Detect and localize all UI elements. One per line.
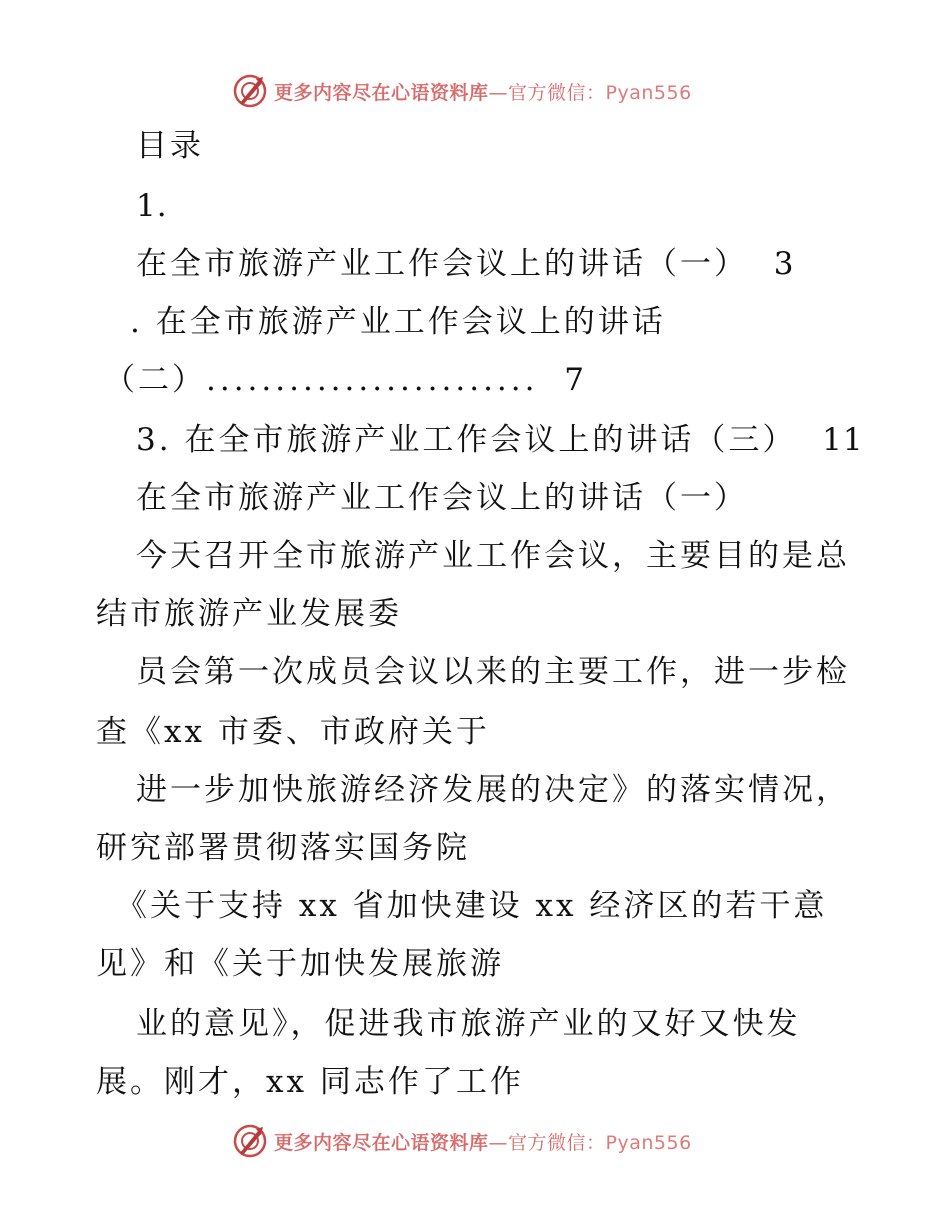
toc-item1 <box>136 244 794 284</box>
toc-item3-page: 11 <box>822 422 864 458</box>
body-line: 展。刚才，xx 同志作了工作 <box>96 1064 524 1100</box>
body-line: 进一步加快旅游经济发展的决定》的落实情况， <box>136 772 850 808</box>
body-line: 业的意见》，促进我市旅游产业的又好又快发 <box>136 1006 801 1042</box>
watermark-header <box>232 71 692 111</box>
quill-logo-icon <box>232 73 268 109</box>
toc-item2-page: 7 <box>564 362 585 398</box>
watermark-footer <box>232 1121 692 1161</box>
toc-item2-title: . 在全市旅游产业工作会议上的讲话 <box>130 304 666 340</box>
toc-item3 <box>136 420 864 460</box>
watermark-separator: — <box>488 81 509 104</box>
toc-item1-page: 3 <box>773 246 795 282</box>
toc-item2-continuation <box>104 360 585 400</box>
body-line: 查《xx 市委、市政府关于 <box>96 714 490 750</box>
body-line: 员会第一次成员会议以来的主要工作，进一步检 <box>136 654 850 690</box>
toc-item2-leader: ........................ <box>206 362 539 398</box>
quill-logo-icon <box>232 1123 268 1159</box>
toc-item1-number: 1. <box>136 188 168 224</box>
body-line: 结市旅游产业发展委 <box>96 596 402 632</box>
watermark-main-text: 更多内容尽在心语资料库 <box>274 81 489 104</box>
watermark-main-text: 更多内容尽在心语资料库 <box>274 1131 489 1154</box>
watermark-official-label: 官方微信： <box>508 1131 606 1154</box>
toc-heading: 目录 <box>136 128 204 164</box>
body-line: 《关于支持 xx 省加快建设 xx 经济区的若干意 <box>116 888 828 924</box>
watermark-official-label: 官方微信： <box>508 81 606 104</box>
toc-item2-suffix: （二） <box>104 362 206 398</box>
body-line: 今天召开全市旅游产业工作会议，主要目的是总 <box>136 538 850 574</box>
body-line: 研究部署贯彻落实国务院 <box>96 830 470 866</box>
toc-item1-title: 在全市旅游产业工作会议上的讲话（一） <box>136 246 748 282</box>
body-line: 见》和《关于加快发展旅游 <box>96 946 504 982</box>
section-title: 在全市旅游产业工作会议上的讲话（一） <box>136 480 748 516</box>
watermark-separator: — <box>488 1131 509 1154</box>
watermark-wechat-id: Pyan556 <box>605 81 692 104</box>
watermark-wechat-id: Pyan556 <box>605 1131 692 1154</box>
toc-item3-title: 3. 在全市旅游产业工作会议上的讲话（三） <box>136 422 797 458</box>
